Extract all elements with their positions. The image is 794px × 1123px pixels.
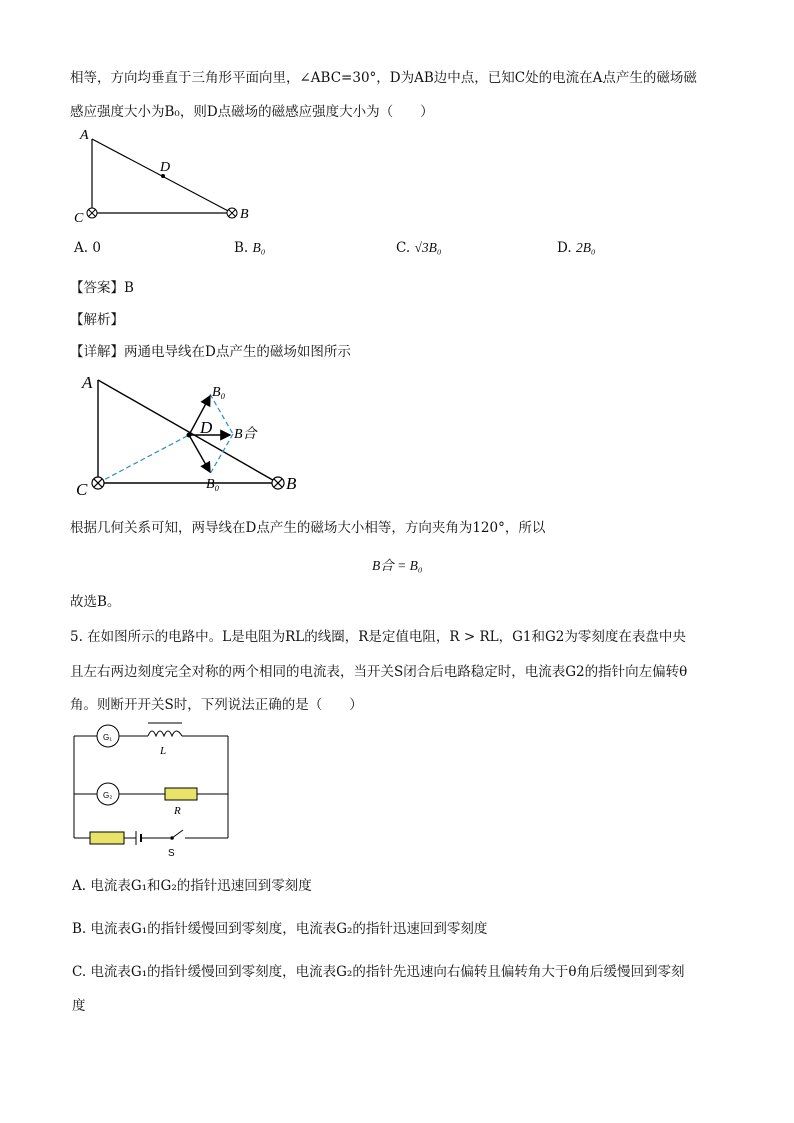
q5-stem-line3: 角。则断开开关S时，下列说法正确的是（ ） [70,697,363,713]
label-g2: G₂ [103,791,113,800]
current-into-page-icon-b2 [272,477,284,489]
label-c2: C [76,480,88,499]
q5-option-c-cont: 度 [72,998,86,1014]
q5-stem-line1: 5. 在如图所示的电路中。L是电阻为RL的线圈，R是定值电阻，R > RL，G1和G2为零刻度在表盘中央 [70,629,686,645]
triangle-figure [70,125,260,230]
label-b: B [240,207,249,222]
q4-stem-line1: 相等，方向均垂直于三角形平面向里，∠ABC=30°，D为AB边中点，已知C处的电流在A点产生的磁场磁 [70,70,697,86]
q5-option-b[interactable]: B. 电流表G₁的指针缓慢回到零刻度，电流表G₂的指针迅速回到零刻度 [72,921,488,937]
q4-stem-line2: 感应强度大小为B₀，则D点磁场的磁感应强度大小为（ ） [70,104,434,120]
q4-formula: B合 = B₀ [372,558,423,573]
q4-option-a[interactable]: A. 0 [74,240,101,256]
label-a2: A [82,373,93,392]
label-c: C [74,211,84,226]
label-d2: D [200,418,213,437]
battery-resistor-icon [90,832,124,844]
label-l: L [160,745,167,757]
q4-option-d[interactable]: D. 2B₀ [557,240,596,256]
q5-stem-line2: 且左右两边刻度完全对称的两个相同的电流表，当开关S闭合后电路稳定时，电流表G2的指针向左偏转θ [70,664,688,680]
q4-choose: 故选B。 [70,594,121,610]
q4-option-c[interactable]: C. √3B₀ [396,240,442,256]
q4-option-b[interactable]: B. B₀ [234,240,266,256]
resistor-r-icon [165,788,197,800]
label-g1: G₁ [103,733,112,742]
current-into-page-icon-c [87,208,97,218]
label-r: R [174,805,181,817]
q4-conclusion: 根据几何关系可知，两导线在D点产生的磁场大小相等，方向夹角为120°，所以 [70,520,546,536]
circuit-figure [70,718,235,860]
inductor-l-icon [148,723,182,736]
current-into-page-icon-c2 [92,477,104,489]
q4-detail: 【详解】两通电导线在D点产生的磁场如图所示 [70,344,351,360]
q5-option-a[interactable]: A. 电流表G₁和G₂的指针迅速回到零刻度 [72,878,312,894]
q4-analysis-tag: 【解析】 [70,312,124,328]
q4-answer: 【答案】B [70,280,134,296]
label-a: A [80,128,89,143]
label-bsum: B合 [234,427,257,442]
label-s: S [168,848,175,859]
field-vector-figure [70,368,310,503]
label-d: D [160,160,171,175]
label-b0-top: B₀ [212,385,226,400]
current-into-page-icon-b [227,208,237,218]
switch-s-icon [172,830,183,838]
label-b2: B [286,474,297,493]
label-b0-bottom: B₀ [206,477,220,492]
q5-option-c[interactable]: C. 电流表G₁的指针缓慢回到零刻度，电流表G₂的指针先迅速向右偏转且偏转角大于θ角后缓慢回到零刻 [72,964,685,980]
